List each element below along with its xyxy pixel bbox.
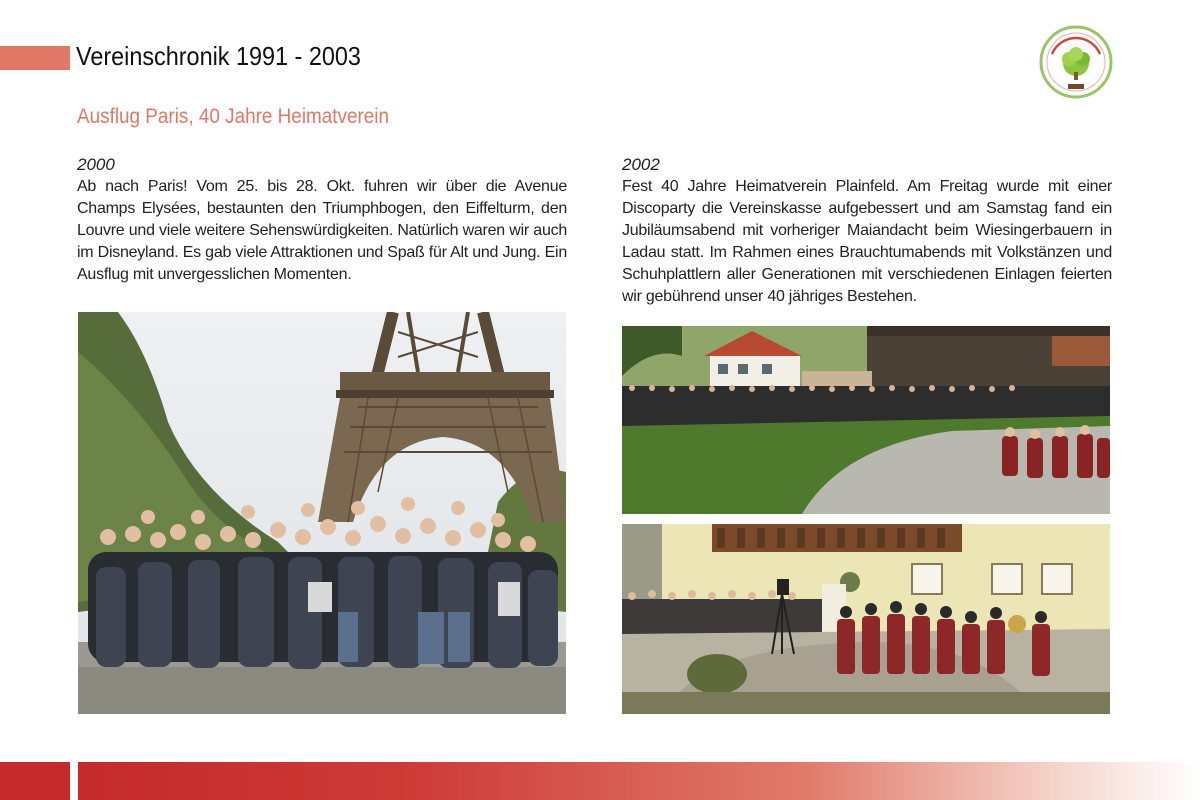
photo-paris-eiffel-tower: [78, 312, 566, 714]
entry-text: Fest 40 Jahre Heimatverein Plainfeld. Am Freitag wurde mit einer Discoparty die Vereinskasse aufgebessert und am Samstag fand ein Jubiläumsabend mit vorheriger Maiandacht beim Wiesingerbauern in Ladau statt. Im Rahmen eines Brauchtumabends mit Volkstänzen und Schuhplattlern aller Generationen mit verschiedenen Einlagen feierten wir gebührend unser 40 jähriges Bestehen.: [622, 178, 1112, 305]
photo-jubilee-gathering: [622, 326, 1110, 514]
entry-year: 2002: [622, 155, 660, 174]
entry-year: 2000: [77, 155, 115, 174]
entry-jubilee: [622, 154, 1112, 308]
header-accent-bar: [0, 46, 70, 70]
club-logo-icon: [1038, 24, 1114, 100]
entry-text: Ab nach Paris! Vom 25. bis 28. Okt. fuhren wir über die Avenue Champs Elysées, bestaunten den Triumphbogen, den Eiffelturm, den Louvre und viele weitere Sehenswürdigkeiten. Natürlich waren wir auch im Disneyland. Es gab viele Attraktionen und Spaß für Alt und Jung. Ein Ausflug mit unvergesslichen Momenten.: [77, 178, 567, 283]
footer-accent-block: [0, 762, 70, 800]
page-title: Vereinschronik 1991 - 2003: [76, 41, 361, 71]
entry-paris: [77, 154, 567, 286]
section-title: Ausflug Paris, 40 Jahre Heimatverein: [77, 105, 390, 128]
photo-maiandacht-farmhouse: [622, 524, 1110, 714]
footer-gradient-bar: [78, 762, 1200, 800]
